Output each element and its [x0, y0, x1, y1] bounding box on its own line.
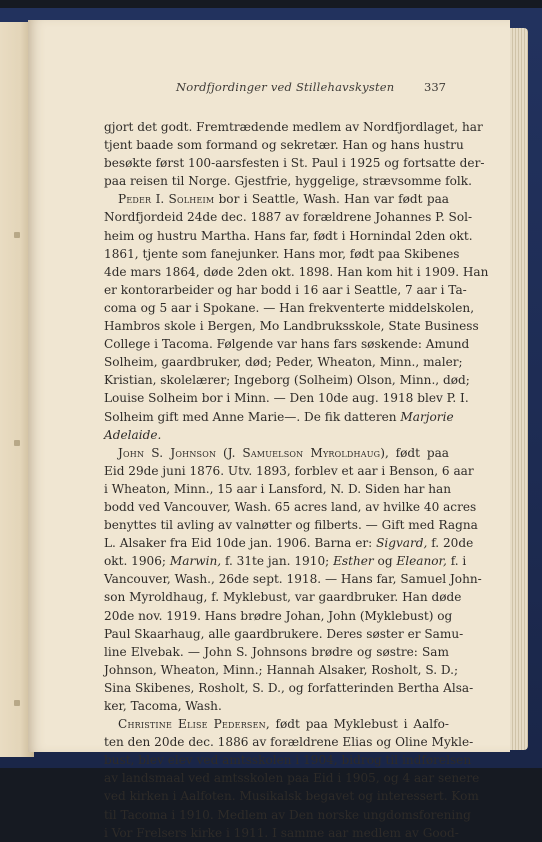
text-segment: 1861, tjente som fanejunker. Hans mor, født paa Skibenes	[104, 246, 460, 261]
text-line	[104, 715, 449, 733]
text-line	[104, 607, 453, 625]
text-line	[104, 480, 452, 498]
text-segment: tjent baade som formand og sekretær. Han og hans hustru	[104, 138, 464, 153]
text-line	[104, 426, 449, 444]
running-title: Nordfjordinger ved Stillehavskysten	[176, 80, 395, 94]
text-segment: 20de nov. 1919. Hans brødre Johan, John (Myklebust) og	[104, 608, 453, 623]
body-text	[104, 118, 489, 842]
text-line	[104, 371, 470, 389]
text-segment: Hambros skole i Bergen, Mo Landbruksskole, State Business	[104, 319, 479, 334]
text-segment: Kristian, skolelærer; Ingeborg (Solheim) Olson, Minn., død;	[104, 373, 470, 388]
text-line	[104, 136, 464, 154]
text-line	[104, 299, 475, 317]
text-segment: Sina Skibenes, Rosholt, S. D., og forfatterinden Bertha Alsa-	[104, 680, 474, 695]
text-segment: ved kirken i Aalfoten. Musikalsk begavet og interessert. Kom	[104, 789, 479, 804]
text-segment: ), født paa	[380, 445, 449, 460]
text-line	[104, 787, 479, 805]
binding-mark	[14, 232, 20, 238]
person-name: Solheim	[168, 192, 215, 207]
text-line	[104, 335, 470, 353]
italic-text: Marwin,	[169, 554, 222, 569]
text-line	[104, 172, 472, 190]
text-segment: coma og 5 aar i Spokane. — Han frekventerte middelskolen,	[104, 300, 475, 315]
page-number: 337	[424, 80, 446, 94]
text-segment: Paul Skaarhaug, alle gaardbrukere. Deres søster er Samu-	[104, 626, 464, 641]
text-line	[104, 806, 471, 824]
text-line	[104, 154, 485, 172]
text-line	[104, 643, 449, 661]
text-segment: Vancouver, Wash., 26de sept. 1918. — Hans far, Samuel John-	[104, 572, 482, 587]
page-header	[0, 80, 542, 100]
text-segment: er kontorarbeider og har bodd i 16 aar i Seattle, 7 aar i Ta-	[104, 282, 467, 297]
text-segment: i Wheaton, Minn., 15 aar i Lansford, N. D. Siden har han	[104, 481, 452, 496]
text-line	[104, 408, 454, 426]
text-line	[104, 769, 480, 787]
text-segment: f. i	[446, 554, 467, 569]
italic-text: Sigvard,	[376, 536, 428, 551]
text-line	[104, 552, 467, 570]
text-line	[104, 208, 473, 226]
text-line	[104, 697, 449, 715]
text-line	[104, 281, 467, 299]
text-segment: benyttes til avling av valnøtter og filberts. — Gift med Ragna	[104, 518, 478, 533]
text-segment: Nordfjordeid 24de dec. 1887 av forældrene Johannes P. Sol-	[104, 210, 473, 225]
text-segment: 4de mars 1864, døde 2den okt. 1898. Han kom hit i 1909. Han	[104, 264, 489, 279]
text-segment: ker, Tacoma, Wash.	[104, 699, 222, 713]
text-line	[104, 733, 474, 751]
text-segment: til Tacoma i 1910. Medlem av Den norske ungdomsforening	[104, 807, 471, 822]
text-line	[104, 389, 469, 407]
text-segment: av landsmaal ved amtsskolen paa Eid i 1905, og 4 aar senere	[104, 771, 480, 786]
text-segment: Solheim, gaardbruker, død; Peder, Wheaton, Minn., maler;	[104, 355, 463, 370]
text-line	[104, 462, 474, 480]
text-segment: ten den 20de dec. 1886 av forældrene Elias og Oline Mykle-	[104, 735, 474, 750]
text-segment: , født paa Myklebust i Aalfo-	[265, 717, 449, 732]
text-line	[104, 824, 459, 842]
text-segment: I.	[151, 192, 169, 207]
italic-text: Esther	[333, 554, 374, 569]
person-name: John S. Johnson	[118, 445, 217, 460]
text-segment: f. 31te jan. 1910;	[221, 554, 334, 569]
person-name: Samuelson Myroldhaug	[242, 445, 381, 460]
text-line	[104, 516, 478, 534]
text-line	[104, 625, 464, 643]
text-segment: son Myroldhaug, f. Myklebust, var gaardbruker. Han døde	[104, 590, 462, 605]
text-line	[104, 444, 449, 462]
text-line	[104, 588, 462, 606]
text-line	[104, 317, 479, 335]
italic-text: Adelaide.	[104, 427, 162, 442]
text-line	[104, 227, 473, 245]
text-line	[104, 679, 474, 697]
text-segment: bodd ved Vancouver, Wash. 65 acres land, av hvilke 40 acres	[104, 499, 477, 514]
binding-mark	[14, 700, 20, 706]
text-line	[104, 751, 472, 769]
text-segment: besøkte først 100-aarsfesten i St. Paul i 1925 og fortsatte der-	[104, 156, 485, 171]
italic-text: Eleanor,	[396, 554, 447, 569]
text-line	[104, 534, 474, 552]
text-line	[104, 118, 483, 136]
text-segment: line Elvebak. — John S. Johnsons brødre og søstre: Sam	[104, 644, 449, 659]
text-line	[104, 245, 460, 263]
text-segment: College i Tacoma. Følgende var hans fars søskende: Amund	[104, 337, 470, 352]
text-segment: Louise Solheim bor i Minn. — Den 10de aug. 1918 blev P. I.	[104, 391, 469, 406]
text-line	[104, 190, 449, 208]
text-segment: (J.	[216, 445, 243, 460]
italic-text: Marjorie	[400, 409, 454, 424]
text-line	[104, 263, 489, 281]
text-segment: bor i Seattle, Wash. Han var født paa	[214, 192, 449, 207]
person-name: Peder	[118, 192, 152, 207]
text-segment: heim og hustru Martha. Hans far, født i Hornindal 2den okt.	[104, 228, 473, 243]
text-segment: og	[373, 554, 397, 569]
text-segment: bust, blev elev ved amtsskolen i 1904, bidrog til indførelsen	[104, 753, 472, 768]
binding-mark	[14, 440, 20, 446]
text-segment: Eid 29de juni 1876. Utv. 1893, forblev et aar i Benson, 6 aar	[104, 463, 474, 478]
text-line	[104, 353, 463, 371]
text-segment: paa reisen til Norge. Gjestfrie, hyggelige, strævsomme folk.	[104, 174, 472, 189]
text-segment: gjort det godt. Fremtrædende medlem av Nordfjordlaget, har	[104, 120, 483, 134]
text-line	[104, 498, 477, 516]
text-segment: i Vor Frelsers kirke i 1911. I samme aar medlem av Good-	[104, 825, 459, 840]
text-segment: f. 20de	[427, 536, 474, 551]
text-segment: Solheim gift med Anne Marie—. De fik datteren	[104, 409, 401, 424]
text-segment: L. Alsaker fra Eid 10de jan. 1906. Barna er:	[104, 536, 377, 551]
text-segment: okt. 1906;	[104, 554, 170, 569]
text-line	[104, 661, 459, 679]
person-name: Christine Elise Pedersen	[118, 717, 266, 732]
text-line	[104, 570, 482, 588]
text-segment: Johnson, Wheaton, Minn.; Hannah Alsaker, Rosholt, S. D.;	[104, 662, 459, 677]
